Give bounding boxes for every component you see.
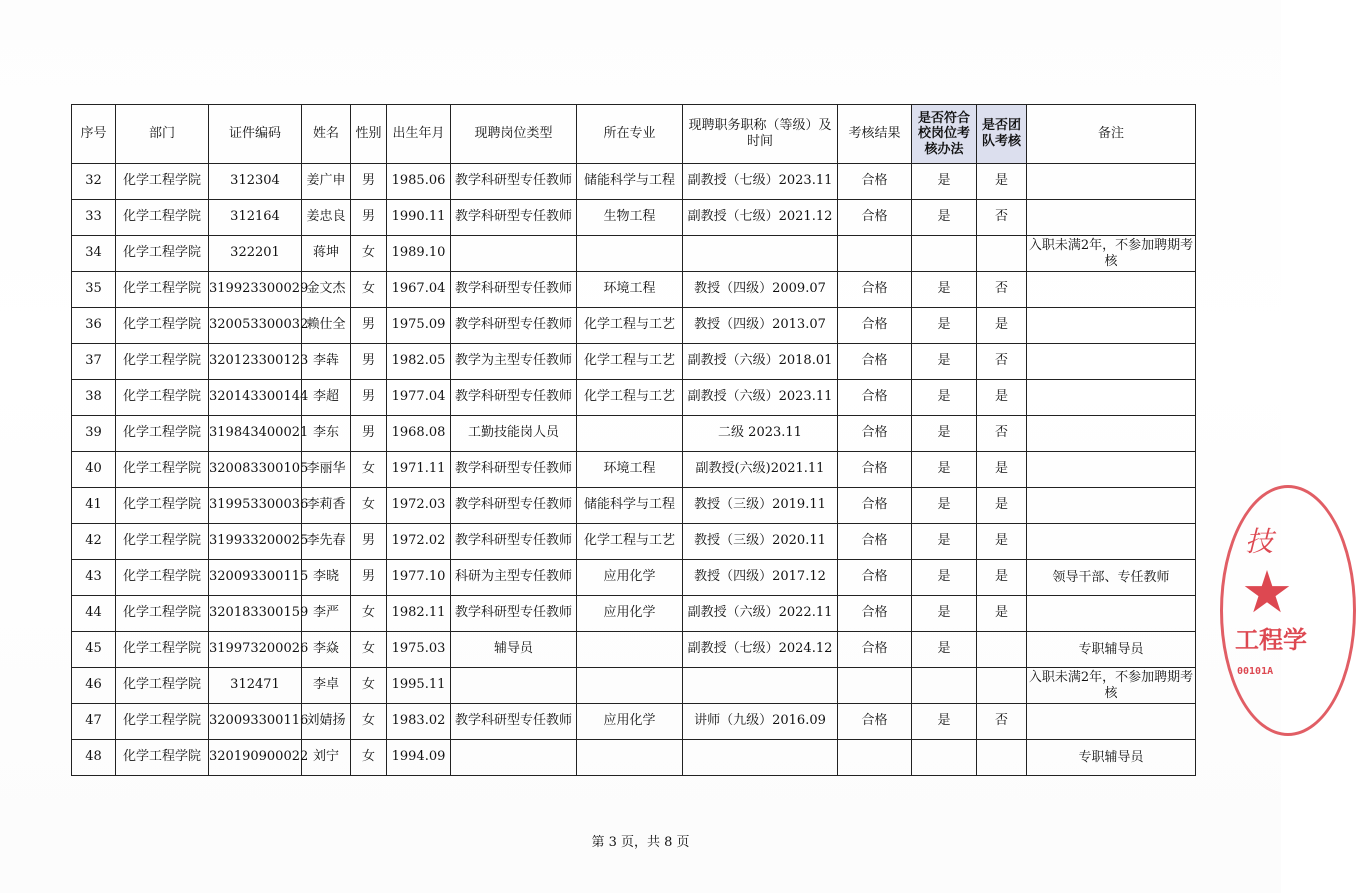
- cell-title-level: 副教授（七级）2024.12: [683, 632, 838, 668]
- cell-remarks: 专职辅导员: [1027, 632, 1196, 668]
- cell-meets-method: 是: [912, 164, 977, 200]
- cell-title-level: 副教授（七级）2023.11: [683, 164, 838, 200]
- cell-department: 化学工程学院: [116, 632, 209, 668]
- cell-index: 40: [72, 452, 116, 488]
- cell-gender: 女: [351, 236, 387, 272]
- cell-major: [577, 236, 683, 272]
- cell-post-type: [451, 236, 577, 272]
- cell-result: 合格: [838, 488, 912, 524]
- cell-remarks: [1027, 488, 1196, 524]
- cell-team-assessment: 否: [977, 344, 1027, 380]
- cell-department: 化学工程学院: [116, 704, 209, 740]
- cell-major: 环境工程: [577, 272, 683, 308]
- cell-major: 储能科学与工程: [577, 164, 683, 200]
- cell-team-assessment: 是: [977, 308, 1027, 344]
- header-title-level: 现聘职务职称（等级）及时间: [683, 105, 838, 164]
- seal-text-middle: 工程学: [1235, 626, 1307, 654]
- table-row: [72, 632, 1196, 668]
- cell-name: 李丽华: [302, 452, 351, 488]
- cell-title-level: 副教授（六级）2023.11: [683, 380, 838, 416]
- header-gender: 性别: [351, 105, 387, 164]
- cell-id-code: 320183300159: [209, 596, 302, 632]
- header-team-assessment: 是否团队考核: [977, 105, 1027, 164]
- cell-team-assessment: [977, 668, 1027, 704]
- cell-result: [838, 668, 912, 704]
- cell-meets-method: [912, 740, 977, 776]
- cell-major: [577, 632, 683, 668]
- cell-department: 化学工程学院: [116, 344, 209, 380]
- cell-title-level: 副教授（七级）2021.12: [683, 200, 838, 236]
- table-row: [72, 164, 1196, 200]
- header-major: 所在专业: [577, 105, 683, 164]
- cell-meets-method: 是: [912, 308, 977, 344]
- cell-id-code: 320123300123: [209, 344, 302, 380]
- cell-gender: 女: [351, 272, 387, 308]
- cell-remarks: [1027, 416, 1196, 452]
- cell-post-type: [451, 668, 577, 704]
- cell-meets-method: 是: [912, 380, 977, 416]
- cell-index: 42: [72, 524, 116, 560]
- table-row: [72, 704, 1196, 740]
- cell-birth: 1968.08: [387, 416, 451, 452]
- cell-remarks: [1027, 596, 1196, 632]
- cell-index: 41: [72, 488, 116, 524]
- header-result: 考核结果: [838, 105, 912, 164]
- cell-remarks: [1027, 272, 1196, 308]
- cell-index: 46: [72, 668, 116, 704]
- cell-index: 33: [72, 200, 116, 236]
- cell-name: 李焱: [302, 632, 351, 668]
- cell-index: 38: [72, 380, 116, 416]
- cell-birth: 1967.04: [387, 272, 451, 308]
- cell-title-level: [683, 668, 838, 704]
- cell-major: 化学工程与工艺: [577, 344, 683, 380]
- cell-result: [838, 236, 912, 272]
- cell-meets-method: 是: [912, 200, 977, 236]
- cell-result: 合格: [838, 524, 912, 560]
- cell-major: 生物工程: [577, 200, 683, 236]
- cell-title-level: 教授（三级）2020.11: [683, 524, 838, 560]
- cell-meets-method: [912, 668, 977, 704]
- cell-post-type: [451, 740, 577, 776]
- cell-remarks: 入职未满2年，不参加聘期考核: [1027, 236, 1196, 272]
- table-row: [72, 236, 1196, 272]
- cell-remarks: [1027, 344, 1196, 380]
- cell-birth: 1977.10: [387, 560, 451, 596]
- official-seal: [1220, 485, 1356, 736]
- cell-index: 35: [72, 272, 116, 308]
- cell-major: [577, 668, 683, 704]
- table-body: [72, 164, 1196, 776]
- table-row: [72, 308, 1196, 344]
- table-row: [72, 272, 1196, 308]
- cell-meets-method: [912, 236, 977, 272]
- cell-result: 合格: [838, 452, 912, 488]
- cell-name: 刘宁: [302, 740, 351, 776]
- cell-result: 合格: [838, 596, 912, 632]
- cell-id-code: 312304: [209, 164, 302, 200]
- cell-result: 合格: [838, 164, 912, 200]
- cell-gender: 女: [351, 668, 387, 704]
- table-row: [72, 668, 1196, 704]
- cell-team-assessment: [977, 632, 1027, 668]
- cell-birth: 1972.02: [387, 524, 451, 560]
- table-row: [72, 560, 1196, 596]
- cell-major: 应用化学: [577, 596, 683, 632]
- cell-id-code: 319923300029: [209, 272, 302, 308]
- cell-birth: 1994.09: [387, 740, 451, 776]
- table-row: [72, 380, 1196, 416]
- cell-index: 34: [72, 236, 116, 272]
- cell-index: 47: [72, 704, 116, 740]
- cell-birth: 1971.11: [387, 452, 451, 488]
- cell-result: 合格: [838, 272, 912, 308]
- cell-name: 李严: [302, 596, 351, 632]
- seal-code: 00101A: [1237, 666, 1274, 677]
- table-row: [72, 524, 1196, 560]
- cell-remarks: [1027, 164, 1196, 200]
- cell-department: 化学工程学院: [116, 740, 209, 776]
- cell-id-code: 320143300144: [209, 380, 302, 416]
- cell-major: 化学工程与工艺: [577, 524, 683, 560]
- cell-department: 化学工程学院: [116, 560, 209, 596]
- cell-title-level: [683, 236, 838, 272]
- cell-team-assessment: [977, 740, 1027, 776]
- cell-id-code: 312164: [209, 200, 302, 236]
- cell-name: 李卓: [302, 668, 351, 704]
- cell-post-type: 教学科研型专任教师: [451, 308, 577, 344]
- cell-id-code: 320093300115: [209, 560, 302, 596]
- cell-gender: 男: [351, 560, 387, 596]
- cell-remarks: 入职未满2年，不参加聘期考核: [1027, 668, 1196, 704]
- cell-team-assessment: [977, 236, 1027, 272]
- cell-remarks: [1027, 704, 1196, 740]
- cell-result: 合格: [838, 704, 912, 740]
- cell-major: 环境工程: [577, 452, 683, 488]
- cell-remarks: [1027, 524, 1196, 560]
- cell-title-level: 教授（四级）2009.07: [683, 272, 838, 308]
- cell-birth: 1972.03: [387, 488, 451, 524]
- cell-major: 应用化学: [577, 704, 683, 740]
- cell-major: 储能科学与工程: [577, 488, 683, 524]
- cell-team-assessment: 是: [977, 164, 1027, 200]
- cell-department: 化学工程学院: [116, 272, 209, 308]
- cell-id-code: 319933200025: [209, 524, 302, 560]
- cell-remarks: [1027, 380, 1196, 416]
- cell-team-assessment: 否: [977, 272, 1027, 308]
- cell-post-type: 教学科研型专任教师: [451, 704, 577, 740]
- cell-department: 化学工程学院: [116, 308, 209, 344]
- page-footer: 第 3 页，共 8 页: [591, 835, 690, 850]
- cell-gender: 女: [351, 452, 387, 488]
- header-index: 序号: [72, 105, 116, 164]
- cell-team-assessment: 是: [977, 488, 1027, 524]
- cell-birth: 1990.11: [387, 200, 451, 236]
- cell-team-assessment: 是: [977, 596, 1027, 632]
- star-icon: ★: [1241, 558, 1293, 626]
- cell-department: 化学工程学院: [116, 200, 209, 236]
- table-row: [72, 740, 1196, 776]
- cell-post-type: 教学科研型专任教师: [451, 452, 577, 488]
- cell-team-assessment: 是: [977, 452, 1027, 488]
- cell-gender: 女: [351, 596, 387, 632]
- cell-id-code: 312471: [209, 668, 302, 704]
- cell-result: 合格: [838, 632, 912, 668]
- cell-index: 43: [72, 560, 116, 596]
- cell-name: 蒋坤: [302, 236, 351, 272]
- cell-major: 化学工程与工艺: [577, 380, 683, 416]
- table-row: [72, 488, 1196, 524]
- cell-name: 李犇: [302, 344, 351, 380]
- cell-post-type: 科研为主型专任教师: [451, 560, 577, 596]
- cell-meets-method: 是: [912, 524, 977, 560]
- cell-title-level: 副教授（六级）2018.01: [683, 344, 838, 380]
- cell-remarks: [1027, 452, 1196, 488]
- cell-result: 合格: [838, 560, 912, 596]
- cell-birth: 1977.04: [387, 380, 451, 416]
- seal-text-top: 技: [1245, 525, 1274, 558]
- cell-gender: 男: [351, 308, 387, 344]
- cell-result: [838, 740, 912, 776]
- cell-meets-method: 是: [912, 452, 977, 488]
- cell-post-type: 教学科研型专任教师: [451, 200, 577, 236]
- cell-team-assessment: 是: [977, 524, 1027, 560]
- cell-team-assessment: 否: [977, 704, 1027, 740]
- cell-department: 化学工程学院: [116, 416, 209, 452]
- cell-department: 化学工程学院: [116, 668, 209, 704]
- cell-id-code: 320093300116: [209, 704, 302, 740]
- cell-title-level: 教授（三级）2019.11: [683, 488, 838, 524]
- cell-name: 姜广申: [302, 164, 351, 200]
- cell-result: 合格: [838, 308, 912, 344]
- cell-index: 48: [72, 740, 116, 776]
- cell-id-code: 320053300032: [209, 308, 302, 344]
- header-department: 部门: [116, 105, 209, 164]
- cell-post-type: 教学科研型专任教师: [451, 488, 577, 524]
- cell-post-type: 教学科研型专任教师: [451, 596, 577, 632]
- header-remarks: 备注: [1027, 105, 1196, 164]
- cell-name: 李超: [302, 380, 351, 416]
- cell-remarks: [1027, 308, 1196, 344]
- cell-gender: 女: [351, 740, 387, 776]
- cell-name: 李东: [302, 416, 351, 452]
- cell-title-level: 讲师（九级）2016.09: [683, 704, 838, 740]
- cell-meets-method: 是: [912, 272, 977, 308]
- cell-team-assessment: 是: [977, 560, 1027, 596]
- cell-name: 刘婧扬: [302, 704, 351, 740]
- cell-title-level: [683, 740, 838, 776]
- table-row: [72, 344, 1196, 380]
- cell-index: 36: [72, 308, 116, 344]
- cell-birth: 1982.11: [387, 596, 451, 632]
- cell-meets-method: 是: [912, 632, 977, 668]
- cell-id-code: 319973200026: [209, 632, 302, 668]
- cell-post-type: 教学科研型专任教师: [451, 524, 577, 560]
- cell-department: 化学工程学院: [116, 164, 209, 200]
- cell-birth: 1989.10: [387, 236, 451, 272]
- header-post-type: 现聘岗位类型: [451, 105, 577, 164]
- cell-index: 32: [72, 164, 116, 200]
- cell-gender: 女: [351, 488, 387, 524]
- cell-title-level: 二级 2023.11: [683, 416, 838, 452]
- cell-id-code: 319953300036: [209, 488, 302, 524]
- cell-gender: 男: [351, 164, 387, 200]
- cell-birth: 1985.06: [387, 164, 451, 200]
- cell-post-type: 教学为主型专任教师: [451, 344, 577, 380]
- cell-id-code: 320083300105: [209, 452, 302, 488]
- cell-birth: 1975.09: [387, 308, 451, 344]
- cell-department: 化学工程学院: [116, 596, 209, 632]
- cell-result: 合格: [838, 416, 912, 452]
- cell-gender: 男: [351, 524, 387, 560]
- cell-gender: 女: [351, 632, 387, 668]
- cell-index: 44: [72, 596, 116, 632]
- cell-post-type: 辅导员: [451, 632, 577, 668]
- cell-birth: 1983.02: [387, 704, 451, 740]
- cell-post-type: 教学科研型专任教师: [451, 272, 577, 308]
- cell-birth: 1975.03: [387, 632, 451, 668]
- cell-meets-method: 是: [912, 344, 977, 380]
- table-row: [72, 416, 1196, 452]
- cell-major: [577, 740, 683, 776]
- cell-major: 应用化学: [577, 560, 683, 596]
- cell-post-type: 教学科研型专任教师: [451, 164, 577, 200]
- cell-post-type: 工勤技能岗人员: [451, 416, 577, 452]
- cell-id-code: 319843400021: [209, 416, 302, 452]
- cell-department: 化学工程学院: [116, 488, 209, 524]
- cell-id-code: 322201: [209, 236, 302, 272]
- cell-team-assessment: 否: [977, 200, 1027, 236]
- cell-name: 李晓: [302, 560, 351, 596]
- cell-remarks: 领导干部、专任教师: [1027, 560, 1196, 596]
- cell-meets-method: 是: [912, 704, 977, 740]
- cell-remarks: [1027, 200, 1196, 236]
- cell-major: [577, 416, 683, 452]
- table-header: [72, 105, 1196, 164]
- cell-department: 化学工程学院: [116, 524, 209, 560]
- header-birth: 出生年月: [387, 105, 451, 164]
- cell-birth: 1995.11: [387, 668, 451, 704]
- cell-gender: 男: [351, 344, 387, 380]
- cell-gender: 女: [351, 704, 387, 740]
- cell-department: 化学工程学院: [116, 380, 209, 416]
- cell-meets-method: 是: [912, 416, 977, 452]
- header-name: 姓名: [302, 105, 351, 164]
- cell-id-code: 320190900022: [209, 740, 302, 776]
- table-row: [72, 200, 1196, 236]
- cell-department: 化学工程学院: [116, 452, 209, 488]
- header-row: [72, 105, 1196, 164]
- cell-meets-method: 是: [912, 596, 977, 632]
- cell-index: 39: [72, 416, 116, 452]
- cell-team-assessment: 是: [977, 380, 1027, 416]
- header-meets-method: 是否符合校岗位考核办法: [912, 105, 977, 164]
- cell-name: 姜忠良: [302, 200, 351, 236]
- table-row: [72, 452, 1196, 488]
- cell-name: 金文杰: [302, 272, 351, 308]
- cell-result: 合格: [838, 344, 912, 380]
- cell-remarks: 专职辅导员: [1027, 740, 1196, 776]
- cell-name: 赖仕全: [302, 308, 351, 344]
- cell-gender: 男: [351, 380, 387, 416]
- cell-title-level: 副教授（六级）2022.11: [683, 596, 838, 632]
- cell-name: 李先春: [302, 524, 351, 560]
- cell-result: 合格: [838, 200, 912, 236]
- cell-title-level: 副教授(六级)2021.11: [683, 452, 838, 488]
- assessment-table: [71, 104, 1196, 776]
- cell-meets-method: 是: [912, 560, 977, 596]
- cell-gender: 男: [351, 200, 387, 236]
- header-id-code: 证件编码: [209, 105, 302, 164]
- cell-title-level: 教授（四级）2013.07: [683, 308, 838, 344]
- cell-title-level: 教授（四级）2017.12: [683, 560, 838, 596]
- cell-post-type: 教学科研型专任教师: [451, 380, 577, 416]
- table-row: [72, 596, 1196, 632]
- cell-birth: 1982.05: [387, 344, 451, 380]
- cell-index: 37: [72, 344, 116, 380]
- cell-index: 45: [72, 632, 116, 668]
- cell-gender: 男: [351, 416, 387, 452]
- cell-result: 合格: [838, 380, 912, 416]
- cell-meets-method: 是: [912, 488, 977, 524]
- cell-team-assessment: 否: [977, 416, 1027, 452]
- cell-name: 李莉香: [302, 488, 351, 524]
- cell-major: 化学工程与工艺: [577, 308, 683, 344]
- cell-department: 化学工程学院: [116, 236, 209, 272]
